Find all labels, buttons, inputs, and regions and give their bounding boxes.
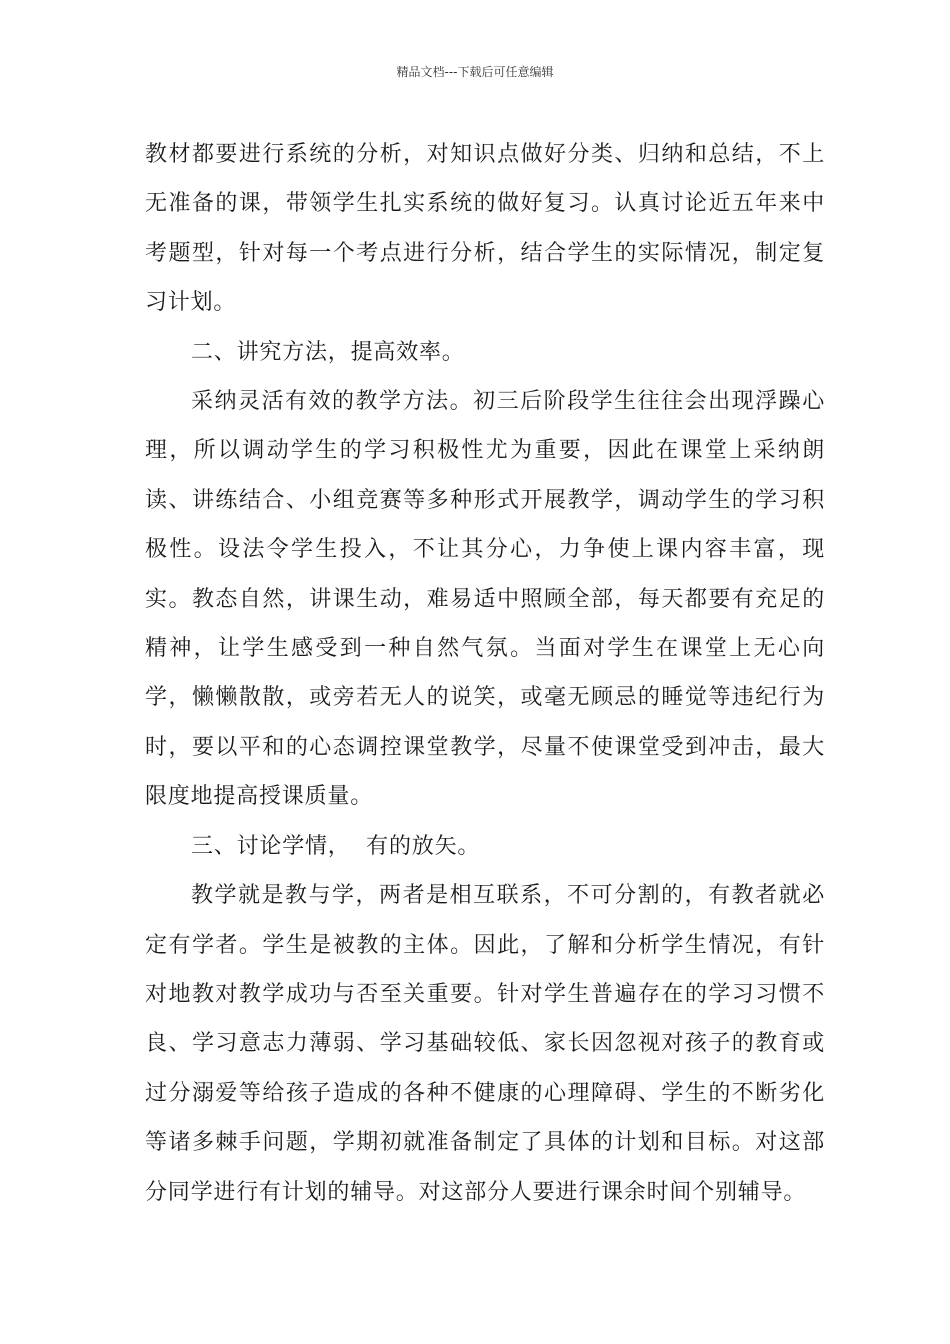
paragraph-student-situation: 教学就是教与学，两者是相互联系，不可分割的，有教者就必定有学者。学生是被教的主体。因此，了解和分析学生情况，有针对地教对教学成功与否至关重要。针对学生普遍存在的学习习惯不良、学习意志力薄弱、学习基础较低、家长因忽视对孩子的教育或过分溺爱等给孩子造成的各种不健康的心理障碍、学生的不断劣化等诸多棘手问题，学期初就准备制定了具体的计划和目标。对这部分同学进行有计划的辅导。对这部分人要进行课余时间个别辅导。 [145, 883, 825, 1205]
paragraph-continuation: 教材都要进行系统的分析，对知识点做好分类、归纳和总结，不上无准备的课，带领学生扎实系统的做好复习。认真讨论近五年来中考题型，针对每一个考点进行分析，结合学生的实际情况，制定复习计划。 [145, 142, 825, 316]
section-heading-student-situation: 三、讨论学情， 有的放矢。 [191, 833, 481, 859]
section-heading-methods: 二、讲究方法，提高效率。 [191, 339, 465, 365]
document-body [145, 130, 825, 1217]
paragraph-methods: 采纳灵活有效的教学方法。初三后阶段学生往往会出现浮躁心理，所以调动学生的学习积极性尤为重要，因此在课堂上采纳朗读、讲练结合、小组竞赛等多种形式开展教学，调动学生的学习积极性。设法令学生投入，不让其分心，力争使上课内容丰富，现实。教态自然，讲课生动，难易适中照顾全部，每天都要有充足的精神，让学生感受到一种自然气氛。当面对学生在课堂上无心向学，懒懒散散，或旁若无人的说笑，或毫无顾忌的睡觉等违纪行为时，要以平和的心态调控课堂教学，尽量不使课堂受到冲击，最大限度地提高授课质量。 [145, 389, 825, 810]
page-header: 精品文档---下载后可任意编辑 [396, 65, 554, 79]
